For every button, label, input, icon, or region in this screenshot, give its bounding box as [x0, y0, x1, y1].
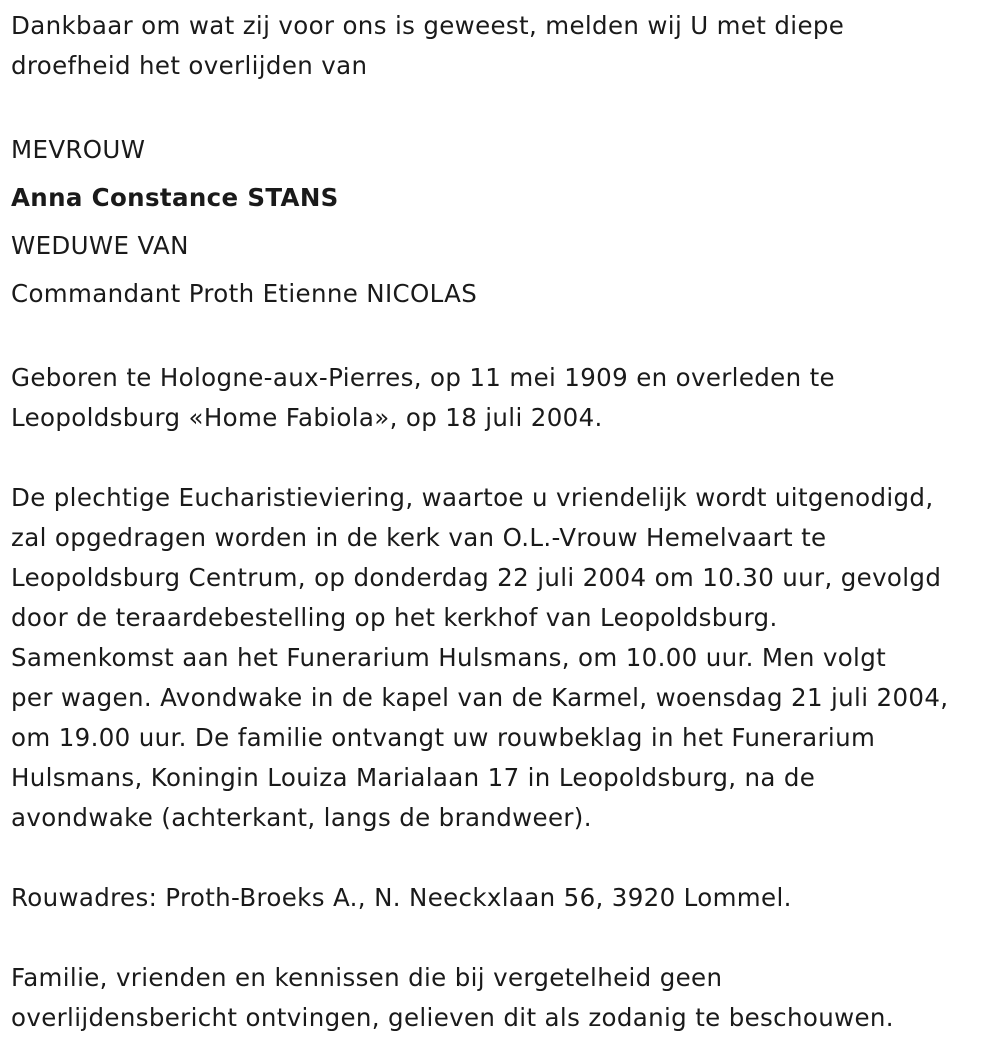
- text-line: De plechtige Eucharistieviering, waartoe u vriendelijk wordt uitgenodigd,: [11, 483, 934, 512]
- closing-paragraph: [11, 958, 1000, 1038]
- deceased-block: [11, 126, 1000, 318]
- paragraph-spacer: [11, 86, 1000, 126]
- paragraph-spacer: [11, 438, 1000, 478]
- text-line: overlijdensbericht ontvingen, gelieven dit als zodanig te beschouwen.: [11, 1003, 894, 1032]
- text-line: Familie, vrienden en kennissen die bij vergetelheid geen: [11, 963, 723, 992]
- intro-paragraph: [11, 6, 1000, 86]
- address-paragraph: [11, 878, 1000, 918]
- mourning-address: Rouwadres: Proth-Broeks A., N. Neeckxlaan 56, 3920 Lommel.: [11, 883, 792, 912]
- spouse-name: Commandant Proth Etienne NICOLAS: [11, 279, 478, 308]
- paragraph-spacer: [11, 918, 1000, 958]
- text-line: Dankbaar om wat zij voor ons is geweest, melden wij U met diepe: [11, 11, 845, 40]
- text-line: om 19.00 uur. De familie ontvangt uw rouwbeklag in het Funerarium: [11, 723, 876, 752]
- birth-death-paragraph: [11, 358, 1000, 438]
- deceased-relation: WEDUWE VAN: [11, 231, 189, 260]
- deceased-name: Anna Constance STANS: [11, 183, 339, 212]
- text-line: door de teraardebestelling op het kerkhof van Leopoldsburg.: [11, 603, 778, 632]
- text-line: Hulsmans, Koningin Louiza Marialaan 17 in Leopoldsburg, na de: [11, 763, 816, 792]
- paragraph-spacer: [11, 318, 1000, 358]
- paragraph-spacer: [11, 838, 1000, 878]
- text-line: zal opgedragen worden in de kerk van O.L.-Vrouw Hemelvaart te: [11, 523, 827, 552]
- text-line: Geboren te Hologne-aux-Pierres, op 11 mei 1909 en overleden te: [11, 363, 835, 392]
- text-line: per wagen. Avondwake in de kapel van de Karmel, woensdag 21 juli 2004,: [11, 683, 949, 712]
- text-line: avondwake (achterkant, langs de brandweer).: [11, 803, 592, 832]
- ceremony-paragraph: [11, 478, 1000, 838]
- text-line: Samenkomst aan het Funerarium Hulsmans, om 10.00 uur. Men volgt: [11, 643, 887, 672]
- text-line: Leopoldsburg «Home Fabiola», op 18 juli 2004.: [11, 403, 603, 432]
- deceased-title: MEVROUW: [11, 135, 146, 164]
- text-line: Leopoldsburg Centrum, op donderdag 22 juli 2004 om 10.30 uur, gevolgd: [11, 563, 942, 592]
- text-line: droefheid het overlijden van: [11, 51, 368, 80]
